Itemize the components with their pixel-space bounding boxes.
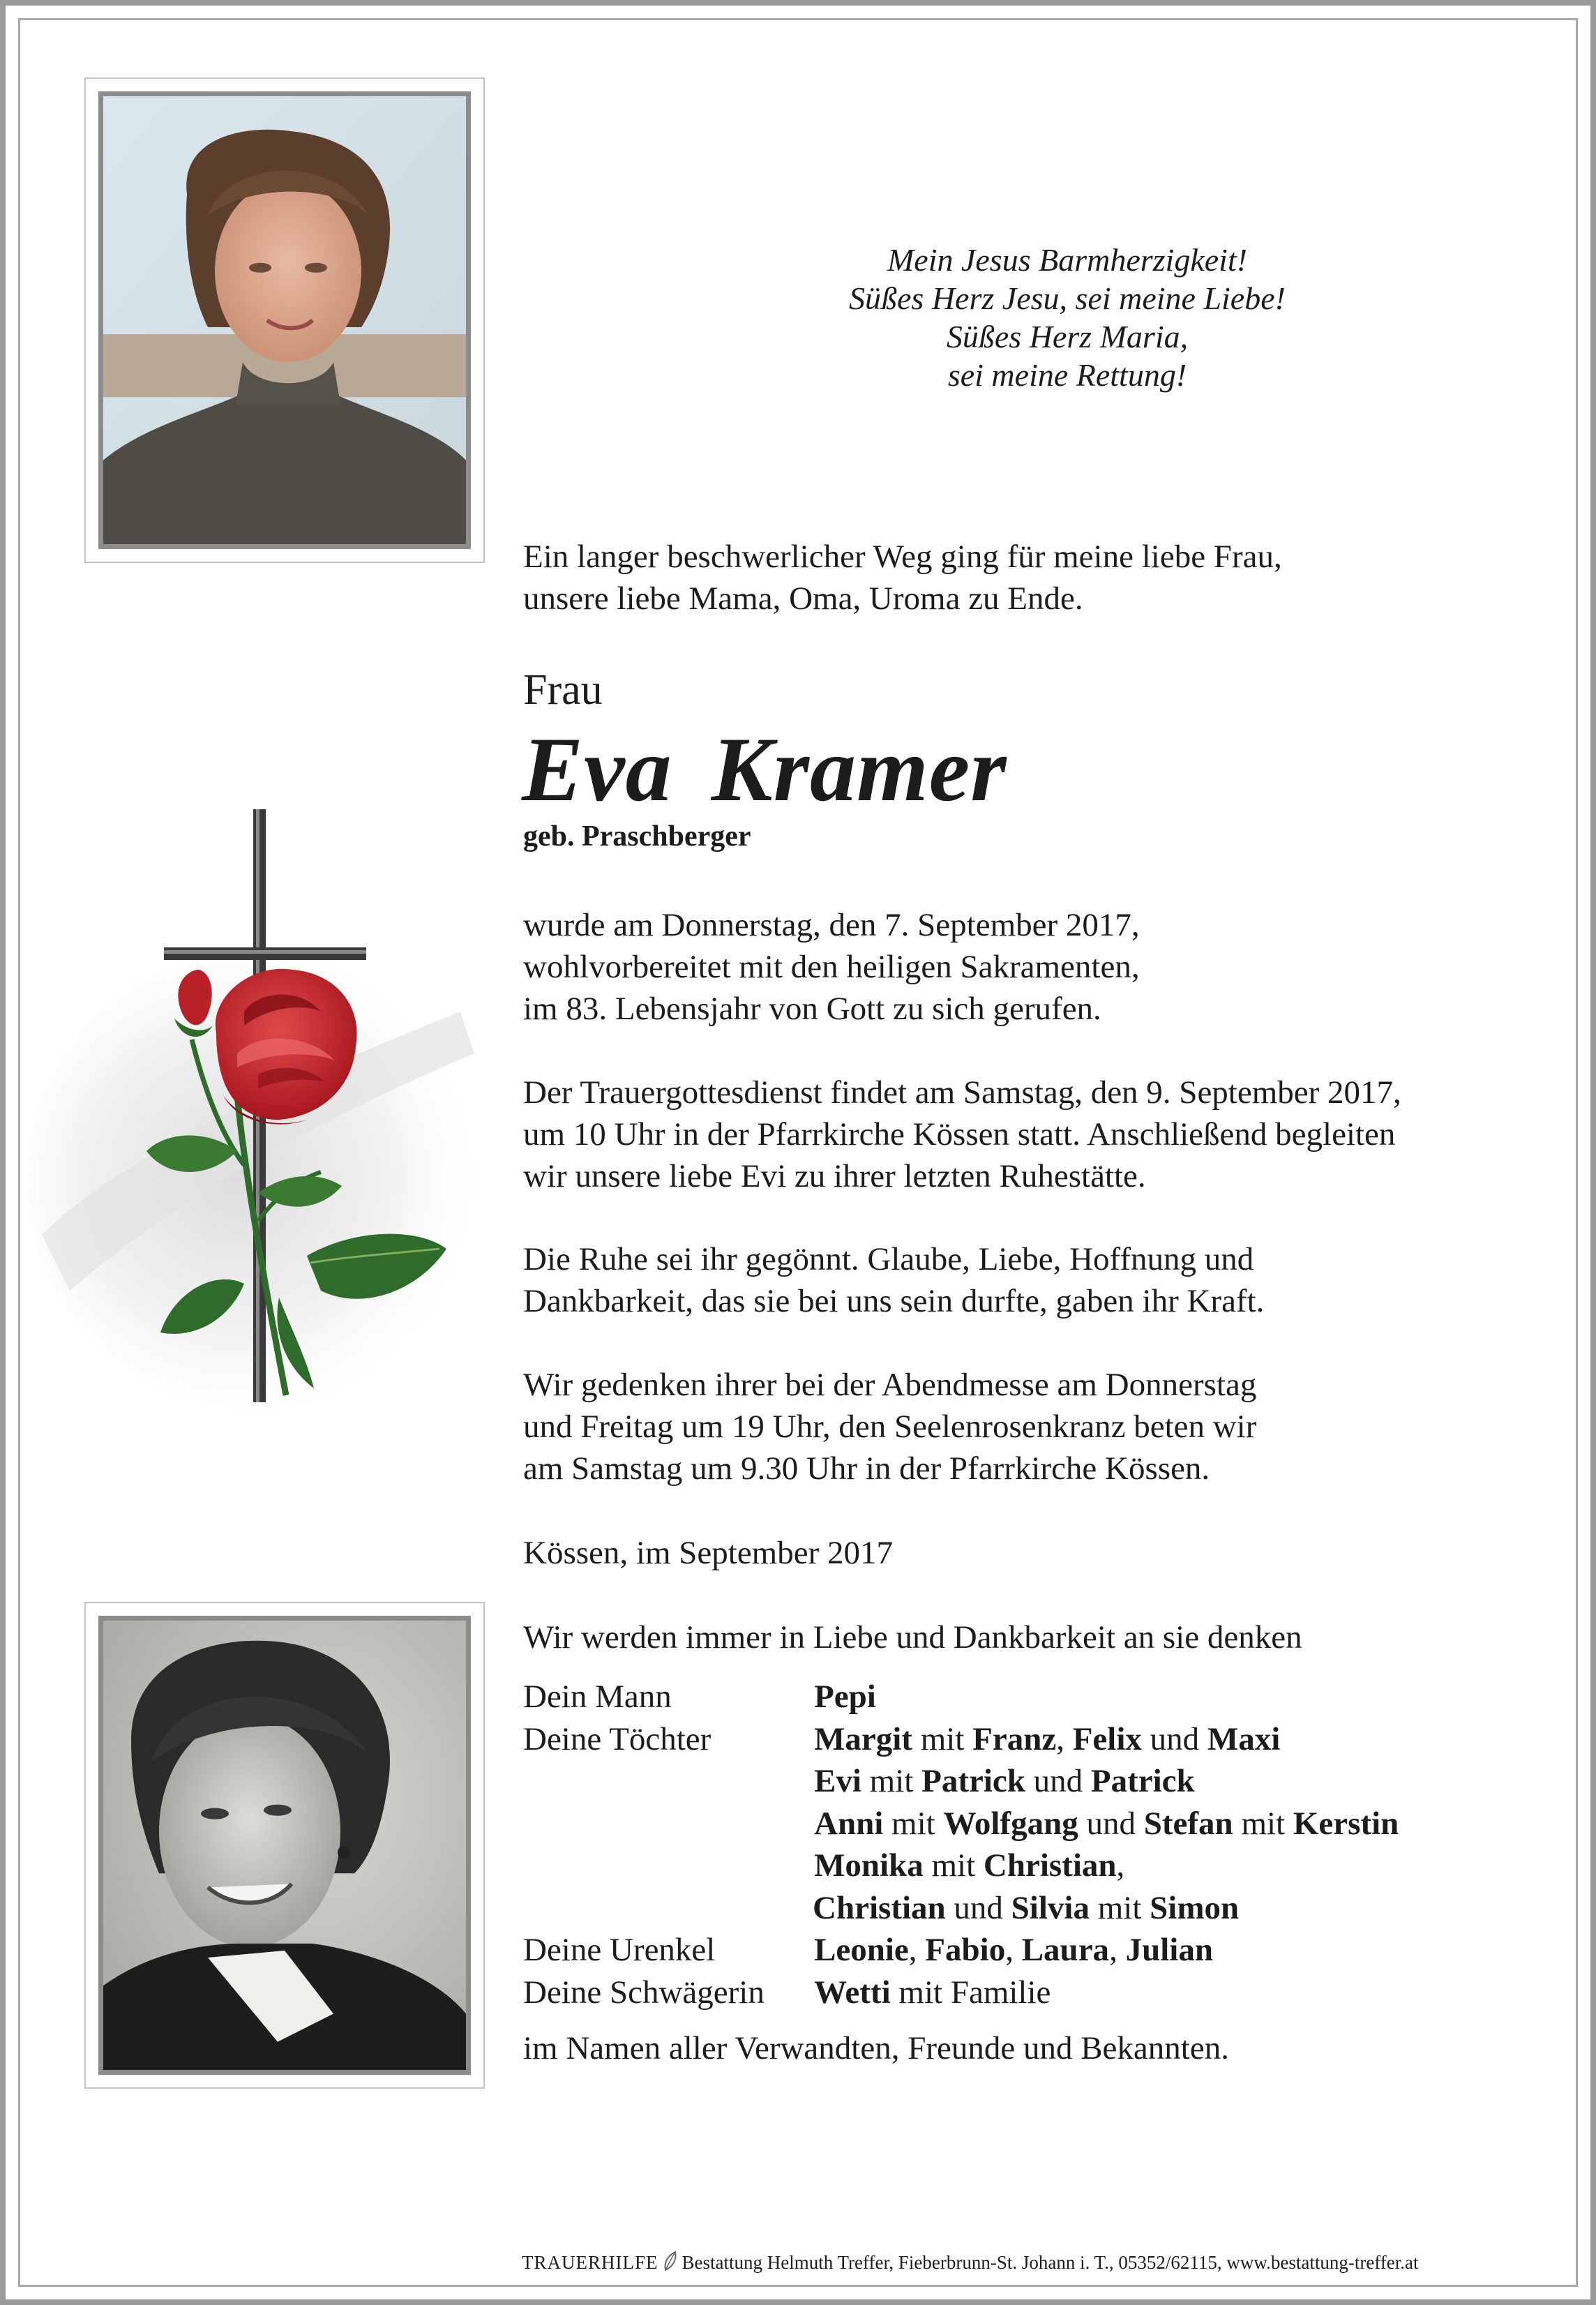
- name: Leonie: [814, 1932, 909, 1968]
- name: Laura: [1021, 1932, 1110, 1968]
- relation-names: [814, 1762, 1195, 1800]
- relation-label: Deine Urenkel: [523, 1932, 716, 1968]
- name: Wolfgang: [943, 1805, 1078, 1842]
- connector: und: [954, 1889, 1003, 1926]
- prayer-verse: [767, 241, 1367, 394]
- memorial-line: und Freitag um 19 Uhr, den Seelenrosenkranz beten wir: [523, 1409, 1257, 1445]
- connector: mit: [931, 1847, 976, 1884]
- separator: ,: [908, 1932, 917, 1968]
- prayer-line: Süßes Herz Maria,: [946, 319, 1189, 354]
- connector: mit: [1097, 1889, 1142, 1926]
- connector: und: [1086, 1805, 1136, 1842]
- footer-brand: TRAUERHILFE: [522, 2252, 658, 2273]
- relation-names: [814, 1805, 1399, 1842]
- portrait-young-card: [84, 1602, 485, 2089]
- name: Maxi: [1207, 1720, 1281, 1757]
- relation-label: Deine Schwägerin: [523, 1974, 765, 2011]
- connector: mit: [920, 1720, 965, 1757]
- rest-paragraph: [523, 1238, 1264, 1322]
- rest-line: Die Ruhe sei ihr gegönnt. Glaube, Liebe, Hoffnung und: [523, 1241, 1254, 1277]
- relation-names: [814, 1720, 1280, 1758]
- death-notice-line: wurde am Donnerstag, den 7. September 2017,: [523, 907, 1140, 943]
- separator: ,: [1005, 1932, 1014, 1968]
- name: Wetti: [814, 1974, 891, 2011]
- portrait-recent-card: [84, 77, 485, 563]
- intro-paragraph: [523, 536, 1282, 620]
- connector: mit: [891, 1805, 935, 1842]
- closing-line: im Namen aller Verwandten, Freunde und Bekannten.: [523, 2030, 1229, 2066]
- relation-names: [814, 1974, 1051, 2011]
- name: Franz: [972, 1720, 1057, 1757]
- connector: mit: [869, 1763, 914, 1799]
- name: Christian: [983, 1847, 1117, 1884]
- relation-label: Dein Mann: [523, 1679, 672, 1715]
- name: Simon: [1150, 1889, 1240, 1926]
- separator: ,: [1109, 1932, 1117, 1968]
- name: Kerstin: [1293, 1805, 1399, 1842]
- footer-text: Bestattung Helmuth Treffer, Fieberbrunn-St. Johann i. T., 05352/62115, www.bestattung-treffer.at: [682, 2252, 1419, 2273]
- memorial-line: Wir gedenken ihrer bei der Abendmesse am Donnerstag: [523, 1367, 1257, 1403]
- place-date: Kössen, im September 2017: [523, 1535, 893, 1571]
- name: Felix: [1072, 1720, 1142, 1757]
- name: Pepi: [814, 1679, 876, 1715]
- funeral-line: wir unsere liebe Evi zu ihrer letzten Ruhestätte.: [523, 1158, 1146, 1194]
- cross-rose-illustration: [28, 802, 502, 1500]
- connector: mit Familie: [898, 1974, 1051, 2011]
- intro-line: Ein langer beschwerlicher Weg ging für meine liebe Frau,: [523, 539, 1282, 575]
- leaf-icon: [661, 2251, 679, 2272]
- name: Christian: [813, 1889, 946, 1926]
- name: Fabio: [925, 1932, 1006, 1968]
- prayer-line: sei meine Rettung!: [947, 357, 1187, 393]
- salutation: Frau: [523, 666, 603, 714]
- name: Evi: [814, 1763, 861, 1799]
- intro-line: unsere liebe Mama, Oma, Uroma zu Ende.: [523, 580, 1083, 617]
- rest-line: Dankbarkeit, das sie bei uns sein durfte, gaben ihr Kraft.: [523, 1283, 1265, 1319]
- death-notice-line: wohlvorbereitet mit den heiligen Sakramenten,: [523, 949, 1140, 985]
- relation-label: Deine Töchter: [523, 1720, 712, 1757]
- footer: [522, 2251, 1519, 2274]
- prayer-line: Mein Jesus Barmherzigkeit!: [887, 242, 1248, 278]
- name: Silvia: [1011, 1889, 1090, 1926]
- deceased-name: Eva Kramer: [522, 718, 1007, 820]
- connector: und: [1150, 1720, 1200, 1757]
- remembrance-line: Wir werden immer in Liebe und Dankbarkeit an sie denken: [523, 1619, 1302, 1655]
- memorial-paragraph: [523, 1364, 1256, 1489]
- death-notice-line: im 83. Lebensjahr von Gott zu sich gerufen.: [523, 991, 1101, 1027]
- relation-names: [814, 1847, 1124, 1884]
- portrait-recent-photo: [98, 91, 471, 549]
- name: Julian: [1125, 1932, 1213, 1968]
- name: Patrick: [921, 1763, 1025, 1799]
- connector: und: [1033, 1763, 1083, 1799]
- death-notice-paragraph: [523, 904, 1140, 1030]
- name: Margit: [814, 1720, 912, 1757]
- funeral-line: Der Trauergottesdienst findet am Samstag, den 9. September 2017,: [523, 1074, 1401, 1111]
- name: Stefan: [1143, 1805, 1233, 1842]
- relation-names: [814, 1931, 1213, 1969]
- connector: mit: [1241, 1805, 1286, 1842]
- memorial-line: am Samstag um 9.30 Uhr in der Pfarrkirche Kössen.: [523, 1450, 1210, 1487]
- relation-names: [814, 1678, 876, 1715]
- relation-names: [813, 1889, 1239, 1927]
- name: Monika: [814, 1847, 924, 1884]
- prayer-line: Süßes Herz Jesu, sei meine Liebe!: [849, 280, 1286, 316]
- separator: ,: [1056, 1720, 1064, 1757]
- name: Anni: [814, 1805, 884, 1842]
- maiden-name: geb. Praschberger: [523, 820, 751, 853]
- separator: ,: [1116, 1847, 1125, 1884]
- portrait-young-photo: [98, 1616, 471, 2075]
- funeral-paragraph: [523, 1072, 1401, 1197]
- funeral-line: um 10 Uhr in der Pfarrkirche Kössen statt. Anschließend begleiten: [523, 1116, 1396, 1152]
- name: Patrick: [1090, 1763, 1195, 1799]
